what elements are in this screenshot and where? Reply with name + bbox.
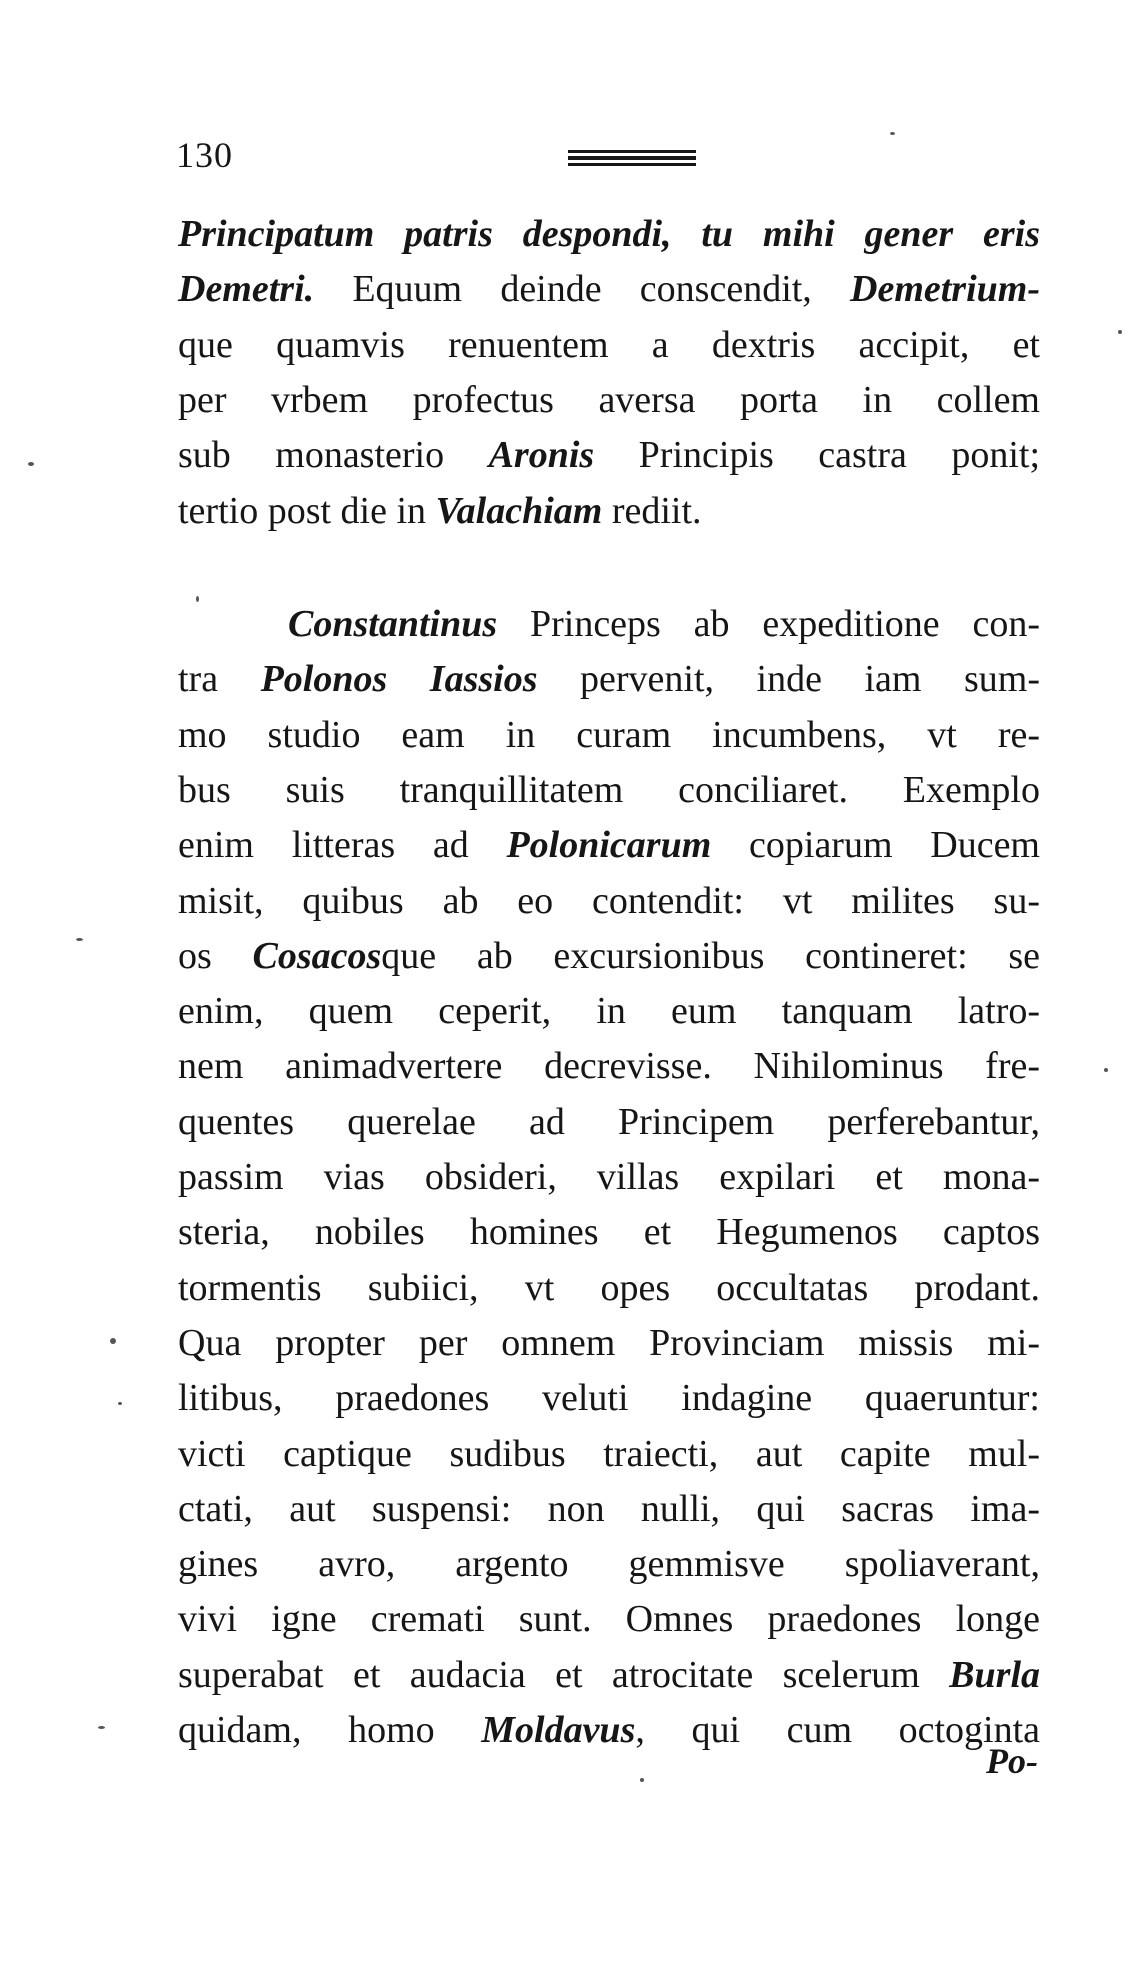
text-line xyxy=(178,1315,1040,1371)
text-line xyxy=(178,817,1040,873)
text-segment: Qua propter per omnem Provinciam missis mi- xyxy=(178,1322,1040,1364)
text-segment: enim litteras ad xyxy=(178,824,507,866)
text-segment: os xyxy=(178,935,253,977)
text-segment: pervenit, inde iam sum- xyxy=(537,658,1040,700)
text-segment: steria, nobiles homines et Hegumenos captos xyxy=(178,1211,1040,1253)
text-segment: bus suis tranquillitatem conciliaret. Exemplo xyxy=(178,769,1040,811)
italic-name-text: Polonos Iassios xyxy=(260,658,538,700)
text-segment: copiarum Ducem xyxy=(711,824,1040,866)
text-segment: Principis castra ponit; xyxy=(594,434,1040,476)
scan-speck xyxy=(28,462,34,466)
text-line xyxy=(178,762,1040,818)
text-segment: que quamvis renuentem a dextris accipit, et xyxy=(178,324,1040,366)
text-segment: litibus, praedones veluti indagine quaeruntur: xyxy=(178,1377,1040,1419)
italic-name-text: Demetrium- xyxy=(850,268,1040,310)
text-line xyxy=(288,596,1040,652)
text-line xyxy=(178,1038,1040,1094)
text-line xyxy=(178,873,1040,929)
text-line xyxy=(178,1149,1040,1205)
italic-name-text: Polonicarum xyxy=(506,824,712,866)
italic-name-text: Constantinus xyxy=(288,603,498,645)
header-ornament-rule xyxy=(568,150,696,170)
text-line xyxy=(178,1204,1040,1260)
text-segment: misit, quibus ab eo contendit: vt milites su- xyxy=(178,880,1040,922)
text-line xyxy=(178,651,1040,707)
text-segment: nem animadvertere decrevisse. Nihilominus fre- xyxy=(178,1045,1040,1087)
text-line xyxy=(178,1094,1040,1150)
text-line xyxy=(178,1481,1040,1537)
scan-speck xyxy=(890,132,895,135)
text-line xyxy=(178,427,1040,483)
text-segment: enim, quem ceperit, in eum tanquam latro- xyxy=(178,990,1040,1032)
catchword: Po- xyxy=(986,1741,1038,1781)
text-line xyxy=(178,1702,1040,1758)
scan-speck xyxy=(76,938,83,941)
scan-speck xyxy=(98,1726,105,1729)
scan-speck xyxy=(110,1338,116,1344)
text-segment: mo studio eam in curam incumbens, vt re- xyxy=(178,714,1040,756)
text-line xyxy=(178,983,1040,1039)
text-segment: que ab excursionibus contineret: se xyxy=(381,935,1040,977)
text-segment: per vrbem profectus aversa porta in collem xyxy=(178,379,1040,421)
scan-speck xyxy=(640,1778,644,1782)
text-line xyxy=(178,372,1040,428)
italic-name-text: Burla xyxy=(949,1654,1040,1696)
text-segment: tra xyxy=(178,658,261,700)
text-line xyxy=(178,1370,1040,1426)
text-segment: quentes querelae ad Principem perferebantur, xyxy=(178,1101,1040,1143)
page-number: 130 xyxy=(176,135,233,175)
text-line xyxy=(178,1260,1040,1316)
scan-speck xyxy=(118,1402,122,1405)
text-segment: ctati, aut suspensi: non nulli, qui sacras ima- xyxy=(178,1488,1040,1530)
scan-speck xyxy=(196,596,199,602)
italic-name-text: Moldavus xyxy=(481,1709,636,1751)
text-line xyxy=(178,261,1040,317)
text-line xyxy=(178,317,1040,373)
italic-name-text: Principatum patris despondi, tu mihi gener eris xyxy=(178,213,1040,255)
text-line xyxy=(178,928,1040,984)
text-segment: victi captique sudibus traiecti, aut capite mul- xyxy=(178,1433,1040,1475)
text-line xyxy=(178,1426,1040,1482)
text-segment: , qui cum octoginta xyxy=(635,1709,1040,1751)
italic-name-text: Valachiam xyxy=(435,490,603,532)
text-segment: tormentis subiici, vt opes occultatas prodant. xyxy=(178,1267,1040,1309)
text-segment: Equum deinde conscendit, xyxy=(314,268,851,310)
text-segment: passim vias obsideri, villas expilari et mona- xyxy=(178,1156,1040,1198)
italic-name-text: Aronis xyxy=(488,434,595,476)
text-line xyxy=(178,1536,1040,1592)
italic-name-text: Demetri. xyxy=(178,268,315,310)
text-segment: rediit. xyxy=(602,490,702,532)
text-line xyxy=(178,483,1040,539)
text-line xyxy=(178,1591,1040,1647)
text-line xyxy=(178,707,1040,763)
text-segment: quidam, homo xyxy=(178,1709,482,1751)
text-segment: gines avro, argento gemmisve spoliaverant, xyxy=(178,1543,1040,1585)
text-segment: tertio post die in xyxy=(178,490,436,532)
scan-speck xyxy=(1118,330,1122,334)
text-segment: vivi igne cremati sunt. Omnes praedones longe xyxy=(178,1598,1040,1640)
scan-speck xyxy=(1104,1068,1108,1072)
text-segment: superabat et audacia et atrocitate scelerum xyxy=(178,1654,950,1696)
text-line xyxy=(178,1647,1040,1703)
text-line xyxy=(178,206,1040,262)
italic-name-text: Cosacos xyxy=(252,935,382,977)
text-segment: sub monasterio xyxy=(178,434,489,476)
text-segment: Princeps ab expeditione con- xyxy=(497,603,1040,645)
